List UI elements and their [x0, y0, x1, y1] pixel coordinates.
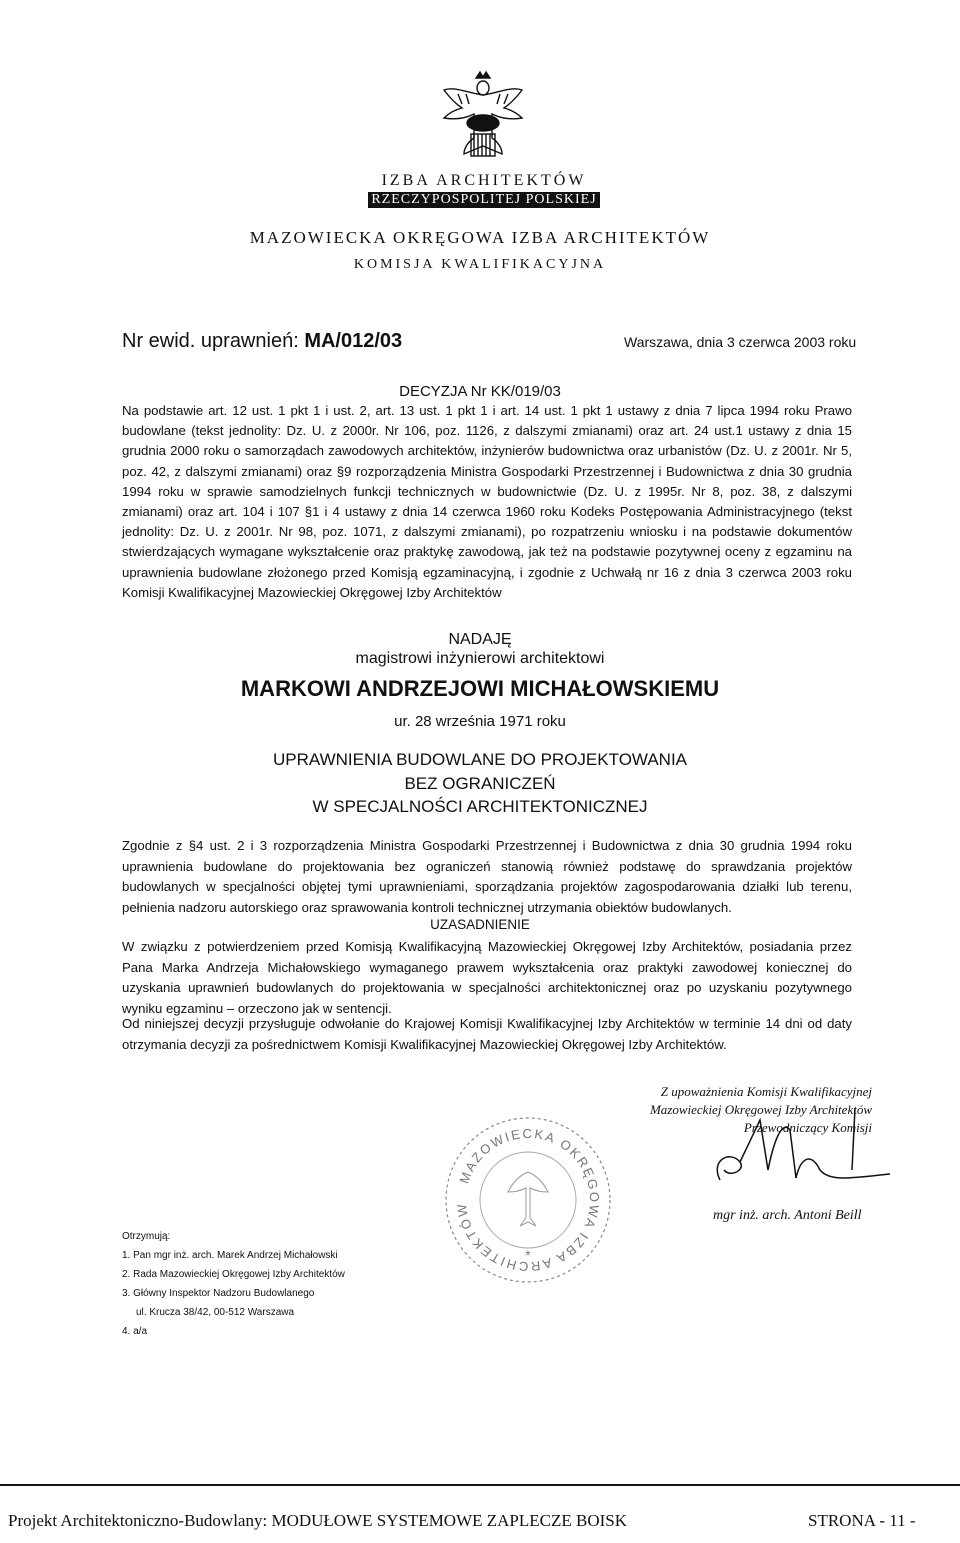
recipients-label: Otrzymują:: [122, 1231, 171, 1242]
grant-line-3: W SPECJALNOŚCI ARCHITEKTONICZNEJ: [312, 797, 648, 816]
recipient-name: MARKOWI ANDRZEJOWI MICHAŁOWSKIEMU: [240, 676, 720, 701]
signatory-name: mgr inż. arch. Antoni Beill: [713, 1208, 862, 1223]
list-item: 2. Rada Mazowieckiej Okręgowej Izby Architektów: [122, 1269, 345, 1280]
signature-line-2: Mazowieckiej Okręgowej Izby Architektów: [649, 1102, 872, 1117]
decision-title: DECYZJA Nr KK/019/03: [399, 383, 561, 400]
eagle-emblem-icon: [438, 68, 528, 168]
grant-line-2: BEZ OGRANICZEŃ: [404, 774, 556, 793]
appeal-paragraph: Od niniejszej decyzji przysługuje odwołanie do Krajowej Komisji Kwalifikacyjnej Izby Architektów w terminie 14 dni od daty otrzymania decyzji za pośrednictwem Komisji Kwalifikacyjnej Mazowieckiej Okręgowej Izby Architektów.: [122, 1016, 852, 1052]
footer-project-title: Projekt Architektoniczno-Budowlany: MODUŁOWE SYSTEMOWE ZAPLECZE BOISK: [8, 1511, 628, 1530]
svg-text:*: *: [525, 1247, 531, 1263]
list-item: 4. a/a: [122, 1326, 148, 1337]
izba-subtitle: RZECZYPOSPOLITEJ POLSKIEJ: [368, 192, 600, 208]
org-name: MAZOWIECKA OKRĘGOWA IZBA ARCHITEKTÓW: [249, 228, 711, 247]
recipient-title: magistrowi inżynierowi architektowi: [355, 650, 605, 667]
registration-value: MA/012/03: [304, 330, 403, 352]
grant-verb: NADAJĘ: [448, 631, 512, 648]
grant-line-1: UPRAWNIENIA BUDOWLANE DO PROJEKTOWANIA: [272, 750, 688, 769]
svg-text:MAZOWIECKA OKRĘGOWA IZBA ARCHI: MAZOWIECKA OKRĘGOWA IZBA ARCHITEKTÓW: [453, 1125, 603, 1275]
legal-basis-paragraph: Na podstawie art. 12 ust. 1 pkt 1 i ust. 2, art. 13 ust. 1 pkt 1 i art. 14 ust. 1 pkt 1 ustawy z dnia 7 lipca 1994 roku Prawo budowlane (tekst jednolity: Dz. U. z 2000r. Nr 106, poz. 1126, z dalszymi zmianami) oraz art. 24 ust.1 ustawy z dnia 15 grudnia 2000 roku o samorządach zawodowych architektów, inżynierów budownictwa oraz urbanistów (Dz. U. z 2001r. Nr 5, poz. 42, z dalszymi zmianami) oraz §9 rozporządzenia Ministra Gospodarki Przestrzennej i Budownictwa z dnia 30 grudnia 1994 roku w sprawie samodzielnych funkcji technicznych w budownictwie (Dz. U. z 1995r. Nr 8, poz. 38, z dalszymi zmianami) oraz art. 104 i 107 §1 i 4 ustawy z dnia 14 czerwca 1960 roku Kodeks Postępowania Administracyjnego (tekst jednolity: Dz. U. z 2001r. Nr 98, poz. 1071, z dalszymi zmianami), po rozpatrzeniu wniosku i na podstawie dokumentów stwierdzających wymagane wykształcenie oraz praktykę zawodową, jak też na podstawie pozytywnej oceny z egzaminu na uprawnienia budowlane złożonego przed Komisją egzaminacyjną, i zgodnie z Uchwałą nr 16 z dnia 3 czerwca 2003 roku Komisji Kwalifikacyjnej Mazowieckiej Okręgowej Izby Architektów: [122, 403, 852, 600]
recipient-address: ul. Krucza 38/42, 00-512 Warszawa: [136, 1307, 295, 1318]
scope-paragraph: Zgodnie z §4 ust. 2 i 3 rozporządzenia Ministra Gospodarki Przestrzennej i Budownictwa z dnia 30 grudnia 1994 roku uprawnienia budowlane do projektowania bez ograniczeń stanowią również podstawę do sprawdzania projektów budowlanych w specjalności objętej tymi uprawnieniami, sporządzania projektów zagospodarowania działki lub terenu, pełnienia nadzoru autorskiego oraz sprawowania kontroli technicznej utrzymania obiektów budowlanych.: [122, 838, 852, 915]
birth-date: ur. 28 września 1971 roku: [394, 713, 566, 730]
place-date: Warszawa, dnia 3 czerwca 2003 roku: [624, 334, 857, 350]
registration-number: [122, 330, 402, 353]
footer-page-number: STRONA - 11 -: [808, 1511, 916, 1530]
list-item: 3. Główny Inspektor Nadzoru Budowlanego: [122, 1288, 315, 1299]
signature-line-1: Z upoważnienia Komisji Kwalifikacyjnej: [660, 1084, 872, 1099]
round-seal-icon: [438, 1110, 618, 1290]
justification-title: UZASADNIENIE: [430, 917, 530, 932]
committee-name: KOMISJA KWALIFIKACYJNA: [353, 257, 607, 272]
justification-paragraph: W związku z potwierdzeniem przed Komisją Kwalifikacyjną Mazowieckiej Okręgowej Izby Architektów, posiadania przez Pana Marka Andrzeja Michałowskiego wymaganego prawem wykształcenia oraz praktyki zawodowej koniecznej do uzyskania uprawnień budowlanych do projektowania w specjalności architektonicznej oraz po uzyskaniu pozytywnego wyniku egzaminu – orzeczono jak w sentencji.: [122, 939, 852, 1016]
handwritten-signature-icon: [700, 1100, 900, 1195]
signature-line-3: Przewodniczący Komisji: [743, 1120, 872, 1135]
list-item: 1. Pan mgr inż. arch. Marek Andrzej Michałowski: [122, 1250, 338, 1261]
izba-title: IZBA ARCHITEKTÓW: [381, 172, 587, 189]
footer-divider: [0, 1484, 960, 1486]
registration-label: Nr ewid. uprawnień:: [122, 330, 299, 352]
recipients-list: [122, 1227, 345, 1341]
